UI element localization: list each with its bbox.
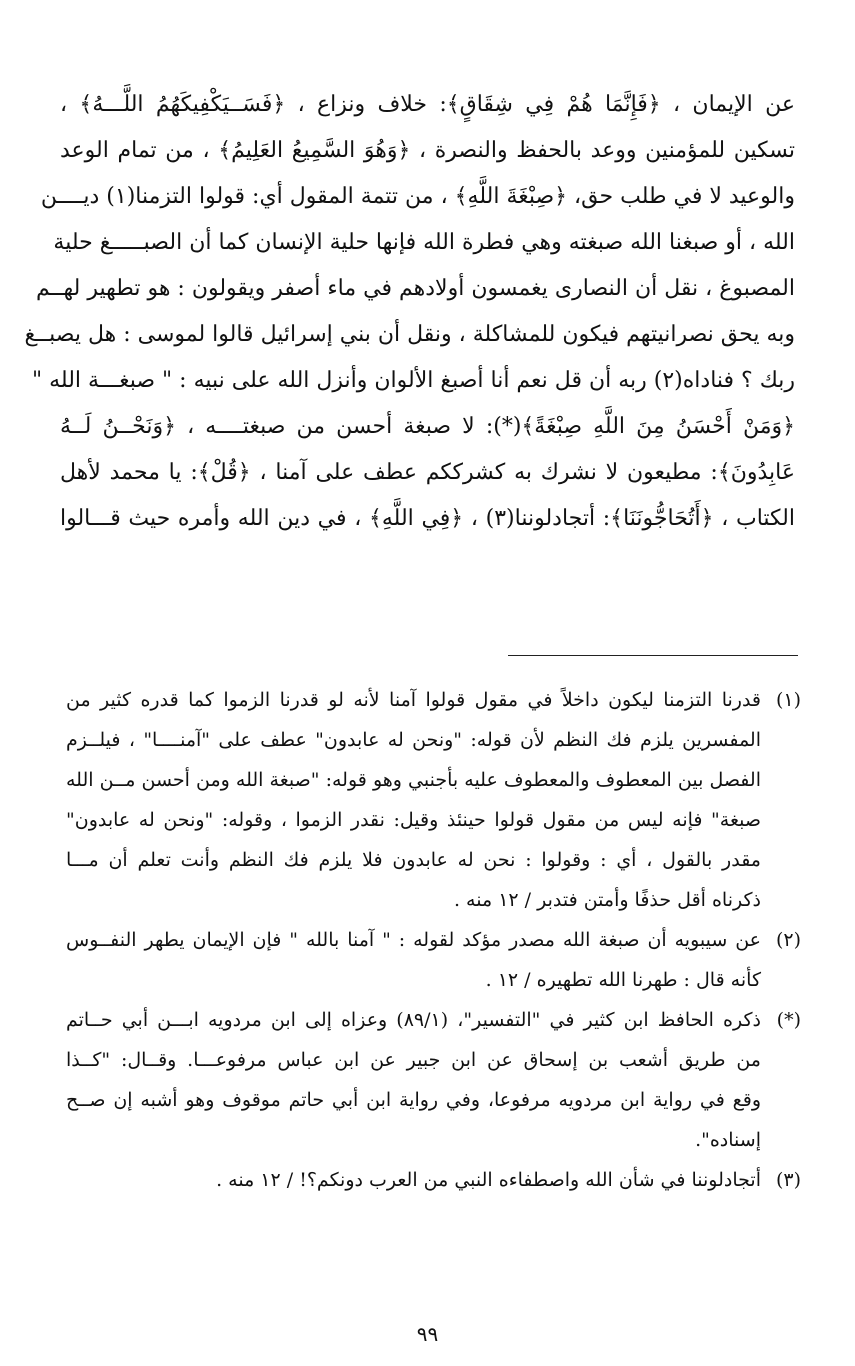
footnote-line: عن سيبويه أن صبغة الله مصدر مؤكد لقوله : " آمنا بالله " فإن الإيمان يطهر النفــوس xyxy=(66,929,761,951)
footnote-line: إسناده". xyxy=(695,1129,761,1151)
footnote-2 xyxy=(66,920,801,1000)
page-number: ٩٩ xyxy=(416,1322,439,1346)
main-line: الله ، أو صبغنا الله صبغته وهي فطرة الله فإنها حلية الإنسان كما أن الصبـــــغ حلية xyxy=(53,230,795,255)
footnote-line: المفسرين يلزم فك النظم لأن قوله: "ونحن له عابدون" عطف على "آمنــــا" ، فيلــزم xyxy=(66,729,761,751)
footnote-line: صبغة" فإنه ليس من مقول قولوا حينئذ وقيل: نقدر الزموا ، وقوله: "ونحن له عابدون" xyxy=(66,809,761,831)
main-line: وبه يحق نصرانيتهم فيكون للمشاكلة ، ونقل أن بني إسرائيل قالوا لموسى : هل يصبــغ xyxy=(24,322,795,347)
main-line: عن الإيمان ، ﴿فَإِنَّمَا هُمْ فِي شِقَاقٍ﴾: خلاف ونزاع ، ﴿فَسَــيَكْفِيكَهُمُ اللَّـــهُ﴾ ، xyxy=(60,92,795,117)
footnote-marker: (١) xyxy=(775,689,801,711)
footnote-3 xyxy=(66,1160,801,1200)
footnote-1 xyxy=(66,680,801,920)
footnote-line: وقع في رواية ابن مردويه مرفوعا، وفي رواية ابن أبي حاتم موقوف وهو أشبه إن صــح xyxy=(66,1089,761,1111)
main-line: عَابِدُونَ﴾: مطيعون لا نشرك به كشرككم عطف على آمنا ، ﴿قُلْ﴾: يا محمد لأهل xyxy=(60,460,795,485)
main-line: تسكين للمؤمنين ووعد بالحفظ والنصرة ، ﴿وَهُوَ السَّمِيعُ العَلِيمُ﴾ ، من تمام الوعد xyxy=(60,138,795,163)
main-line: ﴿وَمَنْ أَحْسَنُ مِنَ اللَّهِ صِبْغَةً﴾(*): لا صبغة أحسن من صبغتــــه ، ﴿وَنَحْــنُ لَــهُ xyxy=(60,414,795,439)
main-line: المصبوغ ، نقل أن النصارى يغمسون أولادهم في ماء أصفر ويقولون : هو تطهير لهــم xyxy=(36,276,795,301)
main-text xyxy=(24,82,795,542)
footnotes xyxy=(66,680,801,1200)
main-line: ربك ؟ فناداه(٢) ربه أن قل نعم أنا أصبغ الألوان وأنزل الله على نبيه : " صبغـــة الله " xyxy=(32,368,795,393)
main-line: الكتاب ، ﴿أَتُحَاجُّونَنَا﴾: أتجادلوننا(٣) ، ﴿فِي اللَّهِ﴾ ، في دين الله وأمره حيث قـــالوا xyxy=(60,506,795,531)
main-line: والوعيد لا في طلب حق، ﴿صِبْغَةَ اللَّهِ﴾ ، من تتمة المقول أي: قولوا التزمنا(١) ديــــن xyxy=(40,184,795,209)
footnote-line: الفصل بين المعطوف والمعطوف عليه بأجنبي وهو قوله: "صبغة الله ومن أحسن مــن الله xyxy=(66,769,761,791)
footnote-separator xyxy=(508,655,798,656)
footnote-marker: (٣) xyxy=(775,1169,801,1191)
footnote-marker: (*) xyxy=(776,1009,801,1031)
footnote-marker: (٢) xyxy=(775,929,801,951)
footnote-line: ذكرناه أقل حذفًا وأمتن فتدبر / ١٢ منه . xyxy=(453,889,761,911)
footnote-line: كأنه قال : طهرنا الله تطهيره / ١٢ . xyxy=(485,969,761,991)
footnote-star xyxy=(66,1000,801,1160)
footnote-line: ذكره الحافظ ابن كثير في "التفسير"، (٨٩/١) وعزاه إلى ابن مردويه ابـــن أبي حــاتم xyxy=(66,1009,761,1031)
footnote-line: مقدر بالقول ، أي : وقولوا : نحن له عابدون فلا يلزم فك النظم وأنت تعلم أن مـــا xyxy=(66,849,761,871)
footnote-line: قدرنا التزمنا ليكون داخلاً في مقول قولوا آمنا لأنه لو قدرنا الزموا كما قدره كثير من xyxy=(66,689,761,711)
footnote-line: أتجادلوننا في شأن الله واصطفاءه النبي من العرب دونكم؟! / ١٢ منه . xyxy=(216,1169,761,1191)
footnote-line: من طريق أشعب بن إسحاق عن ابن جبير عن ابن عباس مرفوعـــا. وقــال: "كــذا xyxy=(66,1049,761,1071)
